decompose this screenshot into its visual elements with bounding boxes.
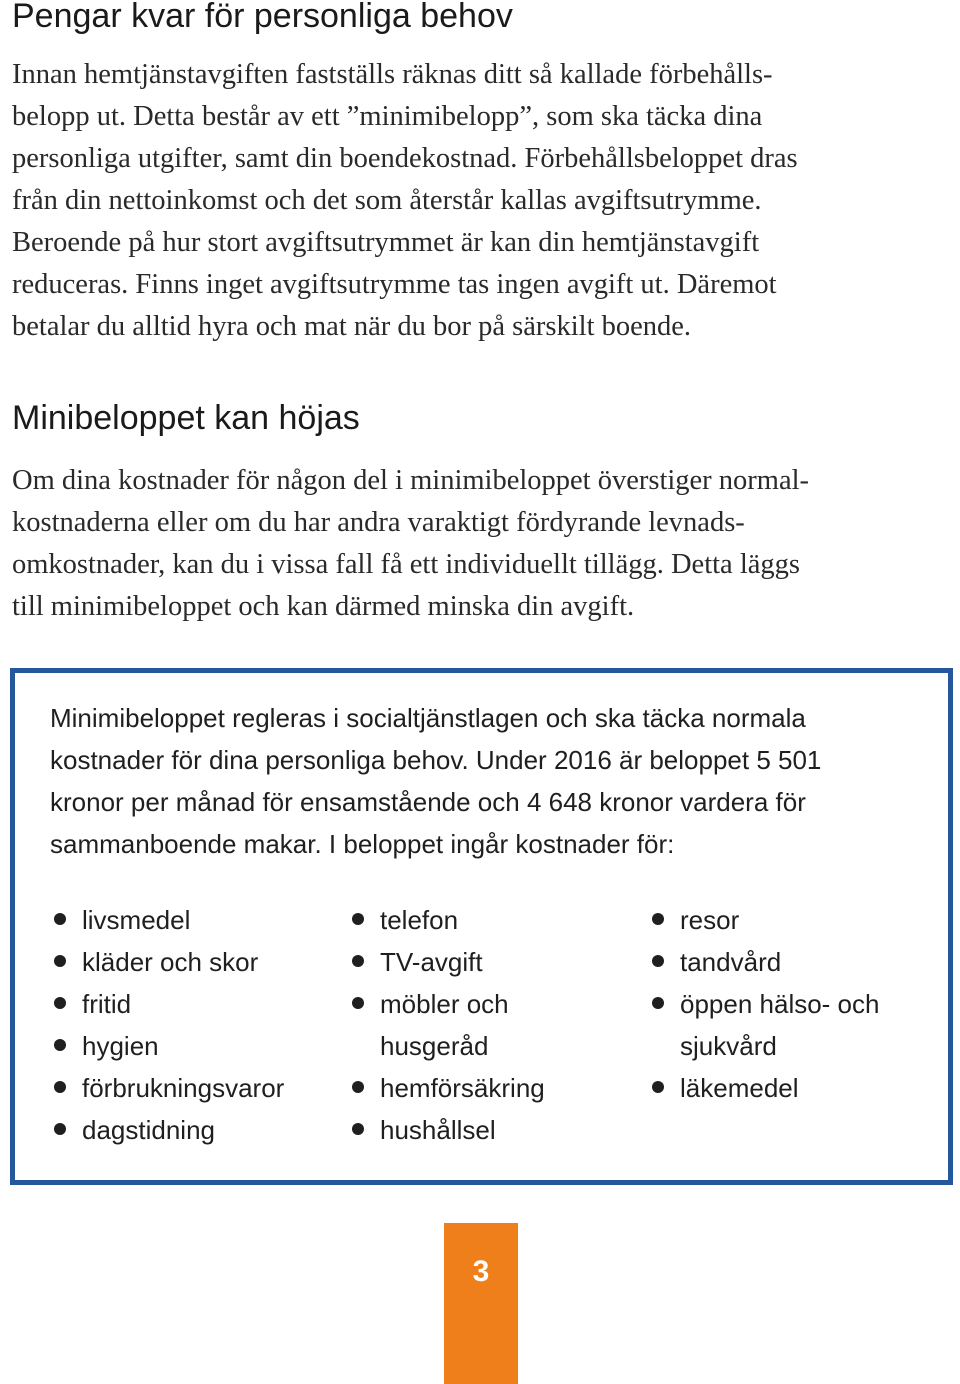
page-number-tab xyxy=(444,1223,518,1384)
list-item-label: öppen hälso- och xyxy=(680,989,880,1019)
bullet-icon xyxy=(352,1081,364,1093)
paragraph-line: kostnaderna eller om du har andra varaktigt fördyrande levnads- xyxy=(12,507,745,538)
cost-list-column-3 xyxy=(652,899,879,1109)
info-box-line: kronor per månad för ensamstående och 4 648 kronor vardera för xyxy=(50,787,806,817)
info-box-line: kostnader för dina personliga behov. Under 2016 är beloppet 5 501 xyxy=(50,745,822,775)
section-paragraph-personal-needs xyxy=(12,54,798,348)
paragraph-line: Beroende på hur stort avgiftsutrymmet är kan din hemtjänstavgift xyxy=(12,227,760,258)
bullet-icon xyxy=(352,955,364,967)
paragraph-line: belopp ut. Detta består av ett ”minimibelopp”, som ska täcka dina xyxy=(12,101,763,132)
info-box-line: Minimibeloppet regleras i socialtjänstlagen och ska täcka normala xyxy=(50,703,806,733)
list-item-label: kläder och skor xyxy=(82,947,259,977)
list-item-label: hushållsel xyxy=(380,1115,496,1145)
info-box-text xyxy=(50,697,821,865)
bullet-icon xyxy=(352,997,364,1009)
list-item-label: dagstidning xyxy=(82,1115,215,1145)
bullet-icon xyxy=(54,1081,66,1093)
bullet-icon xyxy=(54,955,66,967)
list-item xyxy=(352,941,545,983)
list-item xyxy=(652,941,879,983)
paragraph-line: personliga utgifter, samt din boendekostnad. Förbehållsbeloppet dras xyxy=(12,143,798,174)
list-item xyxy=(54,1025,284,1067)
list-item xyxy=(652,1067,879,1109)
info-box-line: sammanboende makar. I beloppet ingår kostnader för: xyxy=(50,829,675,859)
list-item-label: hygien xyxy=(82,1031,159,1061)
paragraph-line: Om dina kostnader för någon del i minimibeloppet överstiger normal- xyxy=(12,465,810,496)
list-item xyxy=(54,1109,284,1151)
bullet-icon xyxy=(652,997,664,1009)
section-heading-personal-needs: Pengar kvar för personliga behov xyxy=(12,0,513,35)
list-item xyxy=(652,983,879,1067)
list-item-label: livsmedel xyxy=(82,905,191,935)
list-item xyxy=(352,983,545,1067)
list-item-label: förbrukningsvaror xyxy=(82,1073,285,1103)
bullet-icon xyxy=(54,1039,66,1051)
list-item-label: telefon xyxy=(380,905,459,935)
list-item-label: resor xyxy=(680,905,740,935)
paragraph-line: Innan hemtjänstavgiften fastställs räknas ditt så kallade förbehålls- xyxy=(12,59,773,90)
paragraph-line: reduceras. Finns inget avgiftsutrymme tas ingen avgift ut. Däremot xyxy=(12,269,777,300)
list-item xyxy=(352,1109,545,1151)
paragraph-line: till minimibeloppet och kan därmed minska din avgift. xyxy=(12,591,635,622)
list-item xyxy=(54,1067,284,1109)
page-number: 3 xyxy=(472,1255,490,1288)
cost-list-column-2 xyxy=(352,899,545,1151)
bullet-icon xyxy=(54,997,66,1009)
list-item-label: läkemedel xyxy=(680,1073,799,1103)
bullet-icon xyxy=(352,913,364,925)
list-item xyxy=(54,941,284,983)
list-item-label: tandvård xyxy=(680,947,782,977)
paragraph-line: från din nettoinkomst och det som återstår kallas avgiftsutrymme. xyxy=(12,185,762,216)
list-item-label: möbler och xyxy=(380,989,509,1019)
bullet-icon xyxy=(54,913,66,925)
list-item-label: fritid xyxy=(82,989,132,1019)
cost-list-column-1 xyxy=(54,899,284,1151)
paragraph-line: omkostnader, kan du i vissa fall få ett individuellt tillägg. Detta läggs xyxy=(12,549,800,580)
bullet-icon xyxy=(54,1123,66,1135)
info-box xyxy=(10,668,953,1185)
bullet-icon xyxy=(652,955,664,967)
list-item xyxy=(352,899,545,941)
bullet-icon xyxy=(652,913,664,925)
list-item-label: hemförsäkring xyxy=(380,1073,545,1103)
section-paragraph-minimum-amount xyxy=(12,460,809,628)
list-item xyxy=(54,899,284,941)
list-item-label-continued: husgeråd xyxy=(380,1031,489,1061)
bullet-icon xyxy=(652,1081,664,1093)
bullet-icon xyxy=(352,1123,364,1135)
paragraph-line: betalar du alltid hyra och mat när du bor på särskilt boende. xyxy=(12,311,692,342)
list-item xyxy=(54,983,284,1025)
list-item-label-continued: sjukvård xyxy=(680,1031,777,1061)
list-item-label: TV-avgift xyxy=(380,947,483,977)
list-item xyxy=(352,1067,545,1109)
list-item xyxy=(652,899,879,941)
section-heading-minimum-amount: Minibeloppet kan höjas xyxy=(12,399,360,437)
